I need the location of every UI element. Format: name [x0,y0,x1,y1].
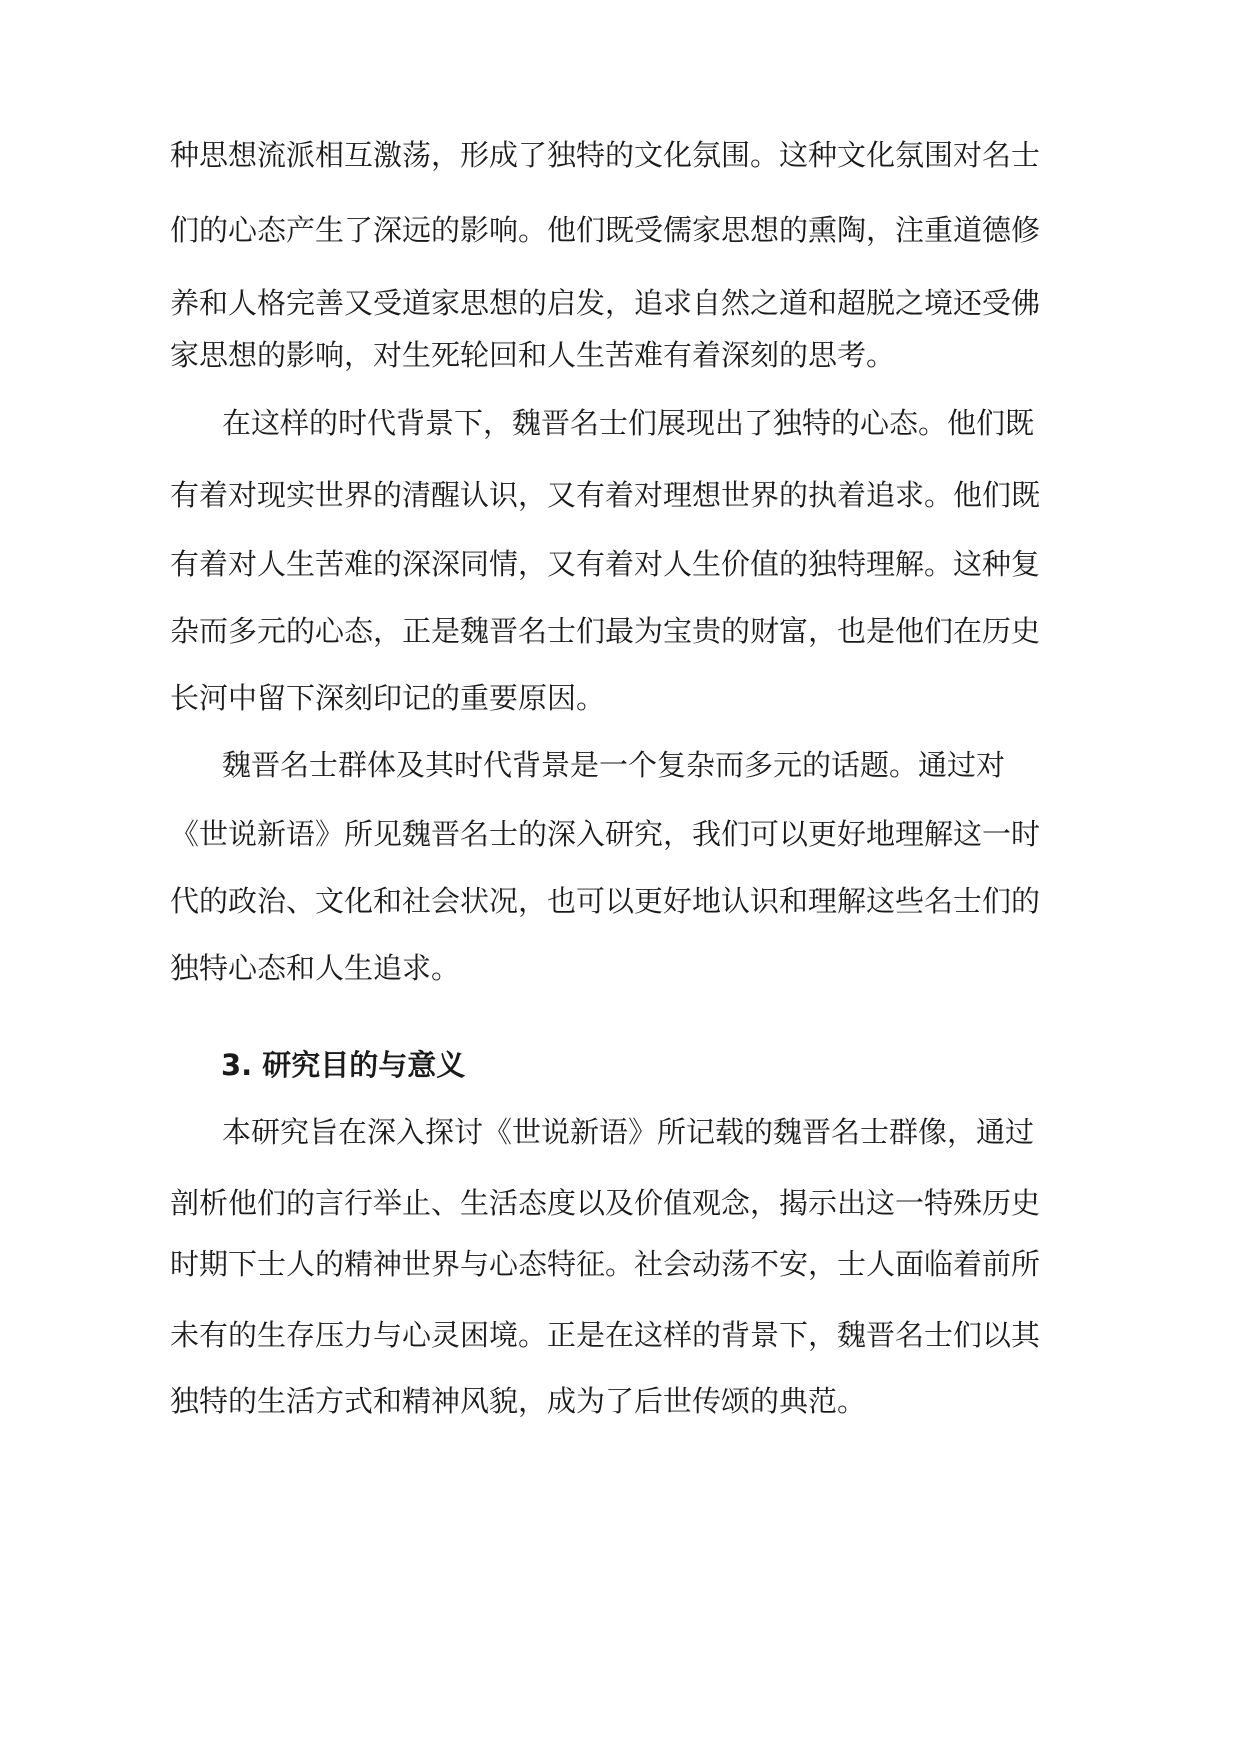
paragraph-3-line-4: 独特心态和人生追求。 [170,951,461,985]
paragraph-1-line-1: 种思想流派相互激荡，形成了独特的文化氛围。这种文化氛围对名士 [170,138,1041,172]
section-heading: 3. 研究目的与意义 [221,1048,466,1082]
paragraph-3-line-1: 魏晋名士群体及其时代背景是一个复杂而多元的话题。通过对 [222,748,1006,782]
paragraph-1-line-2: 们的心态产生了深远的影响。他们既受儒家思想的熏陶，注重道德修 [170,213,1041,247]
section-paragraph-line-5: 独特的生活方式和精神风貌，成为了后世传颂的典范。 [170,1384,867,1418]
section-paragraph-line-1: 本研究旨在深入探讨《世说新语》所记载的魏晋名士群像，通过 [222,1115,1035,1149]
paragraph-2-line-4: 杂而多元的心态，正是魏晋名士们最为宝贵的财富，也是他们在历史 [170,614,1041,648]
paragraph-1-line-4: 家思想的影响，对生死轮回和人生苦难有着深刻的思考。 [170,338,896,372]
section-paragraph-line-3: 时期下士人的精神世界与心态特征。社会动荡不安，士人面临着前所 [170,1247,1041,1281]
paragraph-2-line-3: 有着对人生苦难的深深同情，又有着对人生价值的独特理解。这种复 [170,547,1041,581]
paragraph-2-line-5: 长河中留下深刻印记的重要原因。 [170,681,606,715]
section-paragraph-line-2: 剖析他们的言行举止、生活态度以及价值观念，揭示出这一特殊历史 [170,1186,1041,1220]
paragraph-1-line-3: 养和人格完善又受道家思想的启发，追求自然之道和超脱之境还受佛 [170,286,1041,320]
paragraph-2-line-2: 有着对现实世界的清醒认识，又有着对理想世界的执着追求。他们既 [170,478,1041,512]
paragraph-3-line-3: 代的政治、文化和社会状况，也可以更好地认识和理解这些名士们的 [170,884,1041,918]
paragraph-3-line-2: 《世说新语》所见魏晋名士的深入研究，我们可以更好地理解这一时 [170,817,1041,851]
section-paragraph-line-4: 未有的生存压力与心灵困境。正是在这样的背景下，魏晋名士们以其 [170,1318,1041,1352]
paragraph-2-line-1: 在这样的时代背景下，魏晋名士们展现出了独特的心态。他们既 [222,406,1035,440]
